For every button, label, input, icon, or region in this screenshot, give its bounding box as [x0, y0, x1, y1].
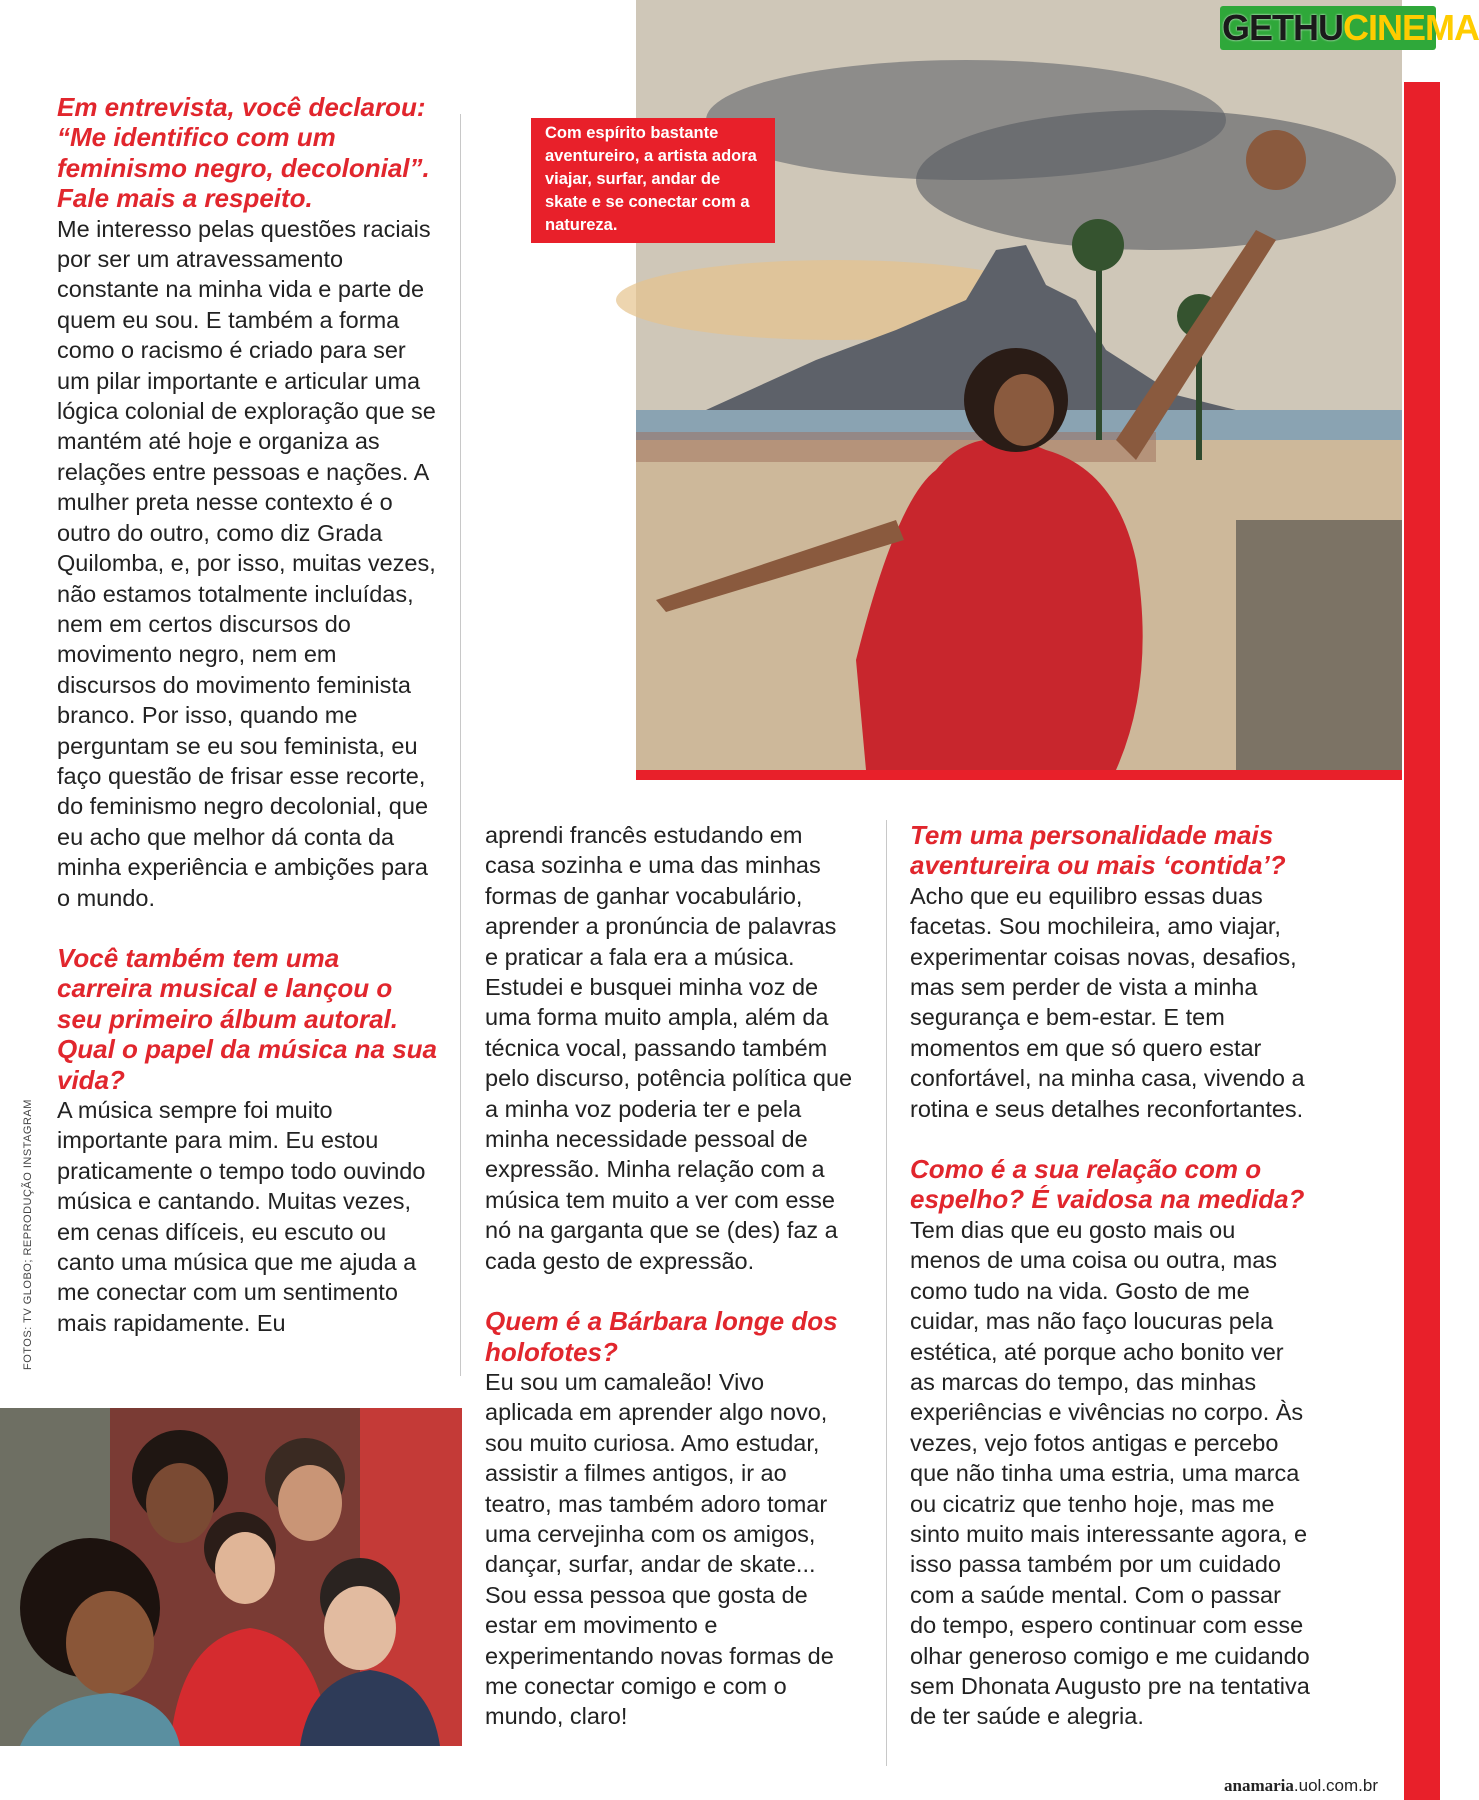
- answer-4: Acho que eu equilibro essas duas facetas. Sou mochileira, amo viajar, experimentar coisas novas, desafios, mas sem perder de vista a minha segurança e bem-estar. E tem momentos em que só quero estar confortável, na minha casa, vivendo a rotina e seus detalhes reconfortantes.: [910, 882, 1305, 1122]
- group-photo-illustration: [0, 1408, 462, 1746]
- question-4: Tem uma personalidade mais aventureira ou mais ‘contida’?: [910, 820, 1286, 881]
- question-3: Quem é a Bárbara longe dos holofotes?: [485, 1306, 838, 1367]
- answer-2: A música sempre foi muito importante para mim. Eu estou praticamente o tempo todo ouvindo música e cantando. Muitas vezes, em cenas difíceis, eu escuto ou canto uma música que me ajuda a me conectar com um sentimento mais rapidamente. Eu: [57, 1097, 426, 1336]
- question-2: Você também tem uma carreira musical e lançou o seu primeiro álbum autoral. Qual o papel da música na sua vida?: [57, 942, 438, 1095]
- footer-brand: anamaria: [1224, 1776, 1294, 1795]
- beach-photo: [636, 0, 1402, 770]
- photo-credit: FOTOS: TV GLOBO; REPRODUÇÃO INSTAGRAM: [22, 1099, 34, 1370]
- page-edge-bar: [1404, 82, 1440, 1800]
- question-1: Em entrevista, você declarou: “Me identifico com um feminismo negro, decolonial”. Fale mais a respeito.: [57, 92, 430, 214]
- column-rule-1: [460, 114, 461, 1376]
- footer-domain: .uol.com.br: [1293, 1776, 1378, 1795]
- answer-1: Me interesso pelas questões raciais por ser um atravessamento constante na minha vida e parte de quem eu sou. E também a forma como o racismo é criado para ser um pilar importante e articular uma lógica colonial de exploração que se mantém até hoje e organiza as relações entre pessoas e nações. A mulher preta nesse contexto é o outro do outro, como diz Grada Quilomba, e, por isso, muitas vezes, não estamos totalmente incluídas, nem em certos discursos do movimento negro, nem em discursos do movimento feminista branco. Por isso, quando me perguntam se eu sou feminista, eu faço questão de frisar esse recorte, do feminismo negro decolonial, que eu acho que melhor dá conta da minha experiência e ambições para o mundo.: [57, 215, 436, 911]
- watermark-part2: CINEMA: [1343, 7, 1479, 48]
- watermark-logo: [1222, 8, 1479, 48]
- photo-divider-line: [636, 770, 1402, 780]
- article-column-2: [485, 820, 853, 1732]
- answer-3: Eu sou um camaleão! Vivo aplicada em aprender algo novo, sou muito curiosa. Amo estudar, assistir a filmes antigos, ir ao teatro, mas também adoro tomar uma cervejinha com os amigos, dançar, surfar, andar de skate... Sou essa pessoa que gosta de estar em movimento e experimentando novas formas de me conectar comigo e com o mundo, claro!: [485, 1368, 834, 1730]
- answer-5: Tem dias que eu gosto mais ou menos de uma coisa ou outra, mas como tudo na vida. Gosto de me cuidar, mas não faço loucuras pela estética, até porque acho bonito ver as marcas do tempo, das minhas experiências e vivências no corpo. Às vezes, vejo fotos antigas e percebo que não tinha uma estria, uma marca ou cicatriz que tenho hoje, mas me sinto muito mais interessante agora, e isso passa também por um cuidado com a saúde mental. Com o passar do tempo, espero continuar com esse olhar generoso comigo e me cuidando sem Dhonata Augusto pre na tentativa de ter saúde e alegria.: [910, 1216, 1310, 1730]
- article-column-1: [57, 92, 437, 1338]
- column-rule-2: [886, 820, 887, 1766]
- article-column-3: [910, 820, 1310, 1732]
- group-photo: [0, 1408, 462, 1746]
- answer-2-continued: aprendi francês estudando em casa sozinha e uma das minhas formas de ganhar vocabulário, aprender a pronúncia de palavras e praticar a fala era a música. Estudei e busquei minha voz de uma forma muito ampla, além da técnica vocal, passando também pelo discurso, potência política que a minha voz poderia ter e pela minha necessidade pessoal de expressão. Minha relação com a música tem muito a ver com esse nó na garganta que se (des) faz a cada gesto de expressão.: [485, 822, 853, 1274]
- question-5: Como é a sua relação com o espelho? É vaidosa na medida?: [910, 1154, 1305, 1215]
- beach-photo-illustration: [636, 0, 1402, 770]
- photo-caption: Com espírito bastante aventureiro, a artista adora viajar, surfar, andar de skate e se conectar com a natureza.: [531, 118, 775, 243]
- watermark-part1: GETHU: [1222, 7, 1343, 48]
- magazine-footer: [1224, 1776, 1378, 1796]
